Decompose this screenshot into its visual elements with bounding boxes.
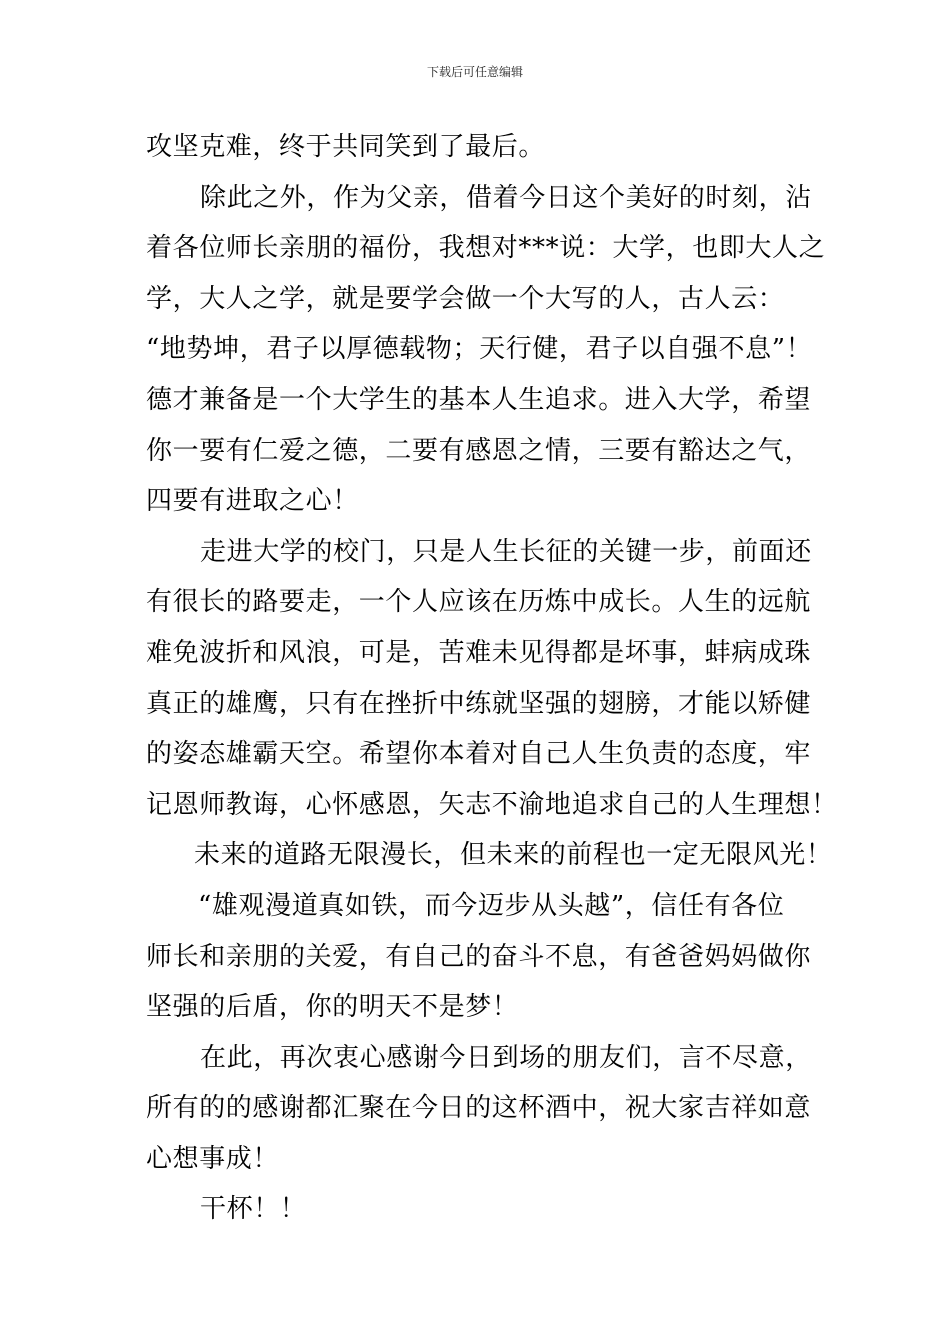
page-header: 下载后可任意编辑: [426, 65, 523, 79]
text-line: 心想事成！: [146, 1143, 280, 1174]
paragraph-start-line: 在此，再次衷心感谢今日到场的朋友们，言不尽意，: [200, 1042, 812, 1073]
text-line: “地势坤，君子以厚德载物；天行健，君子以自强不息”！: [146, 334, 813, 365]
paragraph-start-line: “雄观漫道真如铁，而今迈步从头越”，信任有各位: [198, 890, 785, 921]
text-line: 真正的雄鹰，只有在挫折中练就坚强的翅膀，才能以矫健: [146, 688, 812, 719]
text-line: 坚强的后盾，你的明天不是梦！: [146, 992, 519, 1023]
paragraph-start-line: 除此之外，作为父亲，借着今日这个美好的时刻，沾: [200, 182, 812, 213]
text-line: 学，大人之学，就是要学会做一个大写的人，古人云：: [146, 283, 785, 314]
text-line: 你一要有仁爱之德，二要有感恩之情，三要有豁达之气，: [146, 435, 812, 466]
text-line: 难免波折和风浪，可是，苦难未见得都是坏事，蚌病成珠: [146, 637, 812, 668]
paragraph-start-line: 未来的道路无限漫长，但未来的前程也一定无限风光！: [194, 840, 833, 871]
text-line: 记恩师教诲，心怀感恩，矢志不渝地追求自己的人生理想！: [146, 789, 838, 820]
text-line: 有很长的路要走，一个人应该在历炼中成长。人生的远航: [146, 587, 812, 618]
text-line: 四要有进取之心！: [146, 486, 359, 517]
text-line: 所有的的感谢都汇聚在今日的这杯酒中，祝大家吉祥如意: [146, 1093, 812, 1124]
text-line: 师长和亲朋的关爱，有自己的奋斗不息，有爸爸妈妈做你: [146, 941, 812, 972]
text-line: 德才兼备是一个大学生的基本人生追求。进入大学，希望: [146, 384, 812, 415]
paragraph-start-line: 干杯！！: [200, 1194, 307, 1225]
text-line: 的姿态雄霸天空。希望你本着对自己人生负责的态度，牢: [146, 739, 812, 770]
text-line: 着各位师长亲朋的福份，我想对***说：大学，也即大人之: [146, 233, 826, 264]
document-body: [146, 122, 838, 1235]
text-line: 攻坚克难，终于共同笑到了最后。: [146, 132, 546, 162]
paragraph-start-line: 走进大学的校门，只是人生长征的关键一步，前面还: [200, 536, 812, 567]
